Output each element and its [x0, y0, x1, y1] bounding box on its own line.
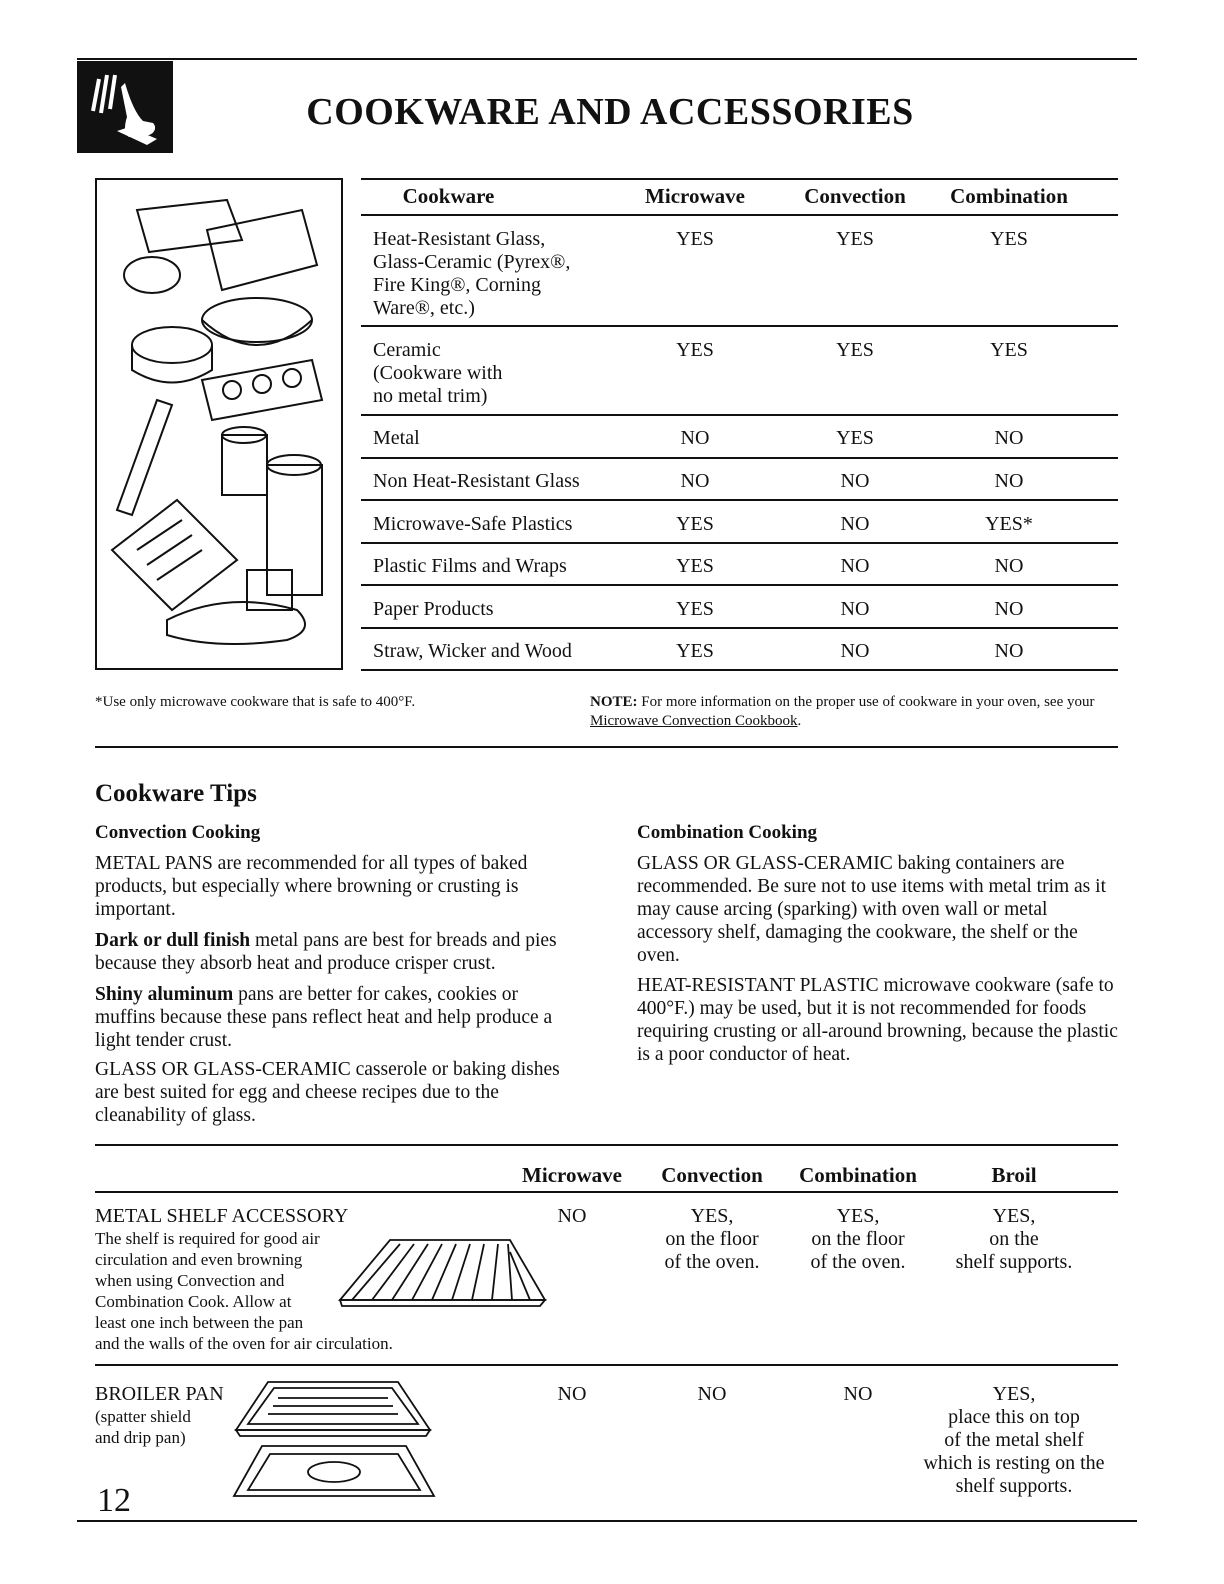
shiny-aluminum-text: pans are better for cakes, cookies or muffins because these pans reflect heat and help produce a light tender crust.	[95, 984, 553, 1051]
hand-icon	[77, 61, 173, 153]
table-cell: NO	[840, 555, 870, 577]
header-rule	[361, 214, 1118, 216]
table-cell: YES	[676, 339, 714, 361]
metal-shelf-name: METAL SHELF ACCESSORY	[95, 1205, 349, 1227]
table-cell: YES	[990, 228, 1028, 250]
acc-header-microwave: Microwave	[522, 1163, 622, 1187]
acc-row-rule	[95, 1364, 1118, 1366]
convection-p2	[95, 929, 580, 975]
metal-shelf-desc: The shelf is required for good air circulation and even browning when using Convection and Combination Cook. Allow at least one inch between the pan and the walls of the oven for air circulation.	[95, 1229, 393, 1353]
row-rule	[361, 325, 1118, 327]
table-cell: NO	[557, 1205, 587, 1227]
table-cell: YES	[676, 598, 714, 620]
row-rule	[361, 457, 1118, 459]
note	[590, 693, 1110, 731]
table-cell: YES	[836, 228, 874, 250]
convection-p4: GLASS OR GLASS-CERAMIC casserole or baking dishes are best suited for egg and cheese recipes due to the cleanability of glass.	[95, 1059, 560, 1126]
table-cell: NO	[843, 1383, 873, 1405]
acc-header-combination: Combination	[799, 1163, 917, 1187]
table-cell: NO	[994, 598, 1024, 620]
table-cell: YES	[676, 640, 714, 662]
note-text: For more information on the proper use of cookware in your oven, see your	[637, 694, 1095, 710]
table-cell: NO	[697, 1383, 727, 1405]
broiler-pan-name: BROILER PAN	[95, 1383, 224, 1405]
bottom-rule	[77, 1520, 1137, 1522]
dark-finish-label: Dark or dull finish	[95, 930, 251, 951]
table-cell: YES, on the shelf supports.	[955, 1205, 1073, 1273]
table-cell: YES	[990, 339, 1028, 361]
table-row: Heat-Resistant Glass, Glass-Ceramic (Pyrex®, Fire King®, Corning Ware®, etc.)	[373, 228, 571, 319]
table-cell: YES	[836, 339, 874, 361]
table-cell: YES	[676, 228, 714, 250]
table-row: Ceramic (Cookware with no metal trim)	[373, 339, 503, 407]
page-number: 12	[97, 1482, 131, 1519]
row-rule	[361, 499, 1118, 501]
cookware-illustration	[95, 178, 343, 670]
shiny-aluminum-label: Shiny aluminum	[95, 984, 234, 1005]
row-rule	[361, 414, 1118, 416]
table-cell: YES, on the floor of the oven.	[664, 1205, 760, 1273]
row-rule	[361, 584, 1118, 586]
section-rule	[95, 746, 1118, 748]
convection-p1: METAL PANS are recommended for all types of baked products, but especially where browning or crusting is important.	[95, 853, 528, 920]
table-cell: NO	[840, 470, 870, 492]
note-label: NOTE:	[590, 694, 638, 710]
metal-shelf-illustration	[330, 1230, 550, 1315]
broiler-pan-desc: (spatter shield and drip pan)	[95, 1407, 191, 1447]
table-cell: NO	[994, 555, 1024, 577]
note-end: .	[797, 713, 802, 729]
table-cell: YES	[676, 555, 714, 577]
table-top-rule	[361, 178, 1118, 180]
table-cell: YES, on the floor of the oven.	[810, 1205, 906, 1273]
broiler-pan-illustration	[228, 1378, 438, 1508]
table-cell: NO	[994, 470, 1024, 492]
acc-header-convection: Convection	[661, 1163, 763, 1187]
top-rule	[77, 58, 1137, 60]
table-bottom-rule	[361, 669, 1118, 671]
acc-top-rule	[95, 1144, 1118, 1146]
cookbook-link[interactable]: Microwave Convection Cookbook	[590, 713, 798, 729]
combination-heading: Combination Cooking	[637, 822, 818, 843]
row-rule	[361, 627, 1118, 629]
convection-heading: Convection Cooking	[95, 822, 261, 843]
table-cell: NO	[840, 598, 870, 620]
table-row: Straw, Wicker and Wood	[373, 640, 572, 662]
header-microwave: Microwave	[645, 184, 745, 208]
table-cell: NO	[840, 513, 870, 535]
header-cookware: Cookware	[402, 184, 495, 208]
table-cell: YES	[676, 513, 714, 535]
convection-p3	[95, 983, 570, 1052]
table-row: Paper Products	[373, 598, 494, 620]
footnote: *Use only microwave cookware that is safe to 400°F.	[95, 694, 416, 710]
acc-header-broil: Broil	[991, 1163, 1037, 1187]
table-cell: NO	[840, 640, 870, 662]
table-cell: NO	[680, 427, 710, 449]
table-row: Metal	[373, 427, 420, 449]
table-row: Plastic Films and Wraps	[373, 555, 567, 577]
combination-p1: GLASS OR GLASS-CERAMIC baking containers are recommended. Be sure not to use items with metal trim as it may cause arcing (sparking) with oven wall or metal accessory shelf, damaging the cookware, the shelf or the oven.	[637, 853, 1106, 966]
table-cell: NO	[557, 1383, 587, 1405]
page-title: COOKWARE AND ACCESSORIES	[306, 91, 914, 133]
table-cell: NO	[680, 470, 710, 492]
table-row: Microwave-Safe Plastics	[373, 513, 573, 535]
header-convection: Convection	[804, 184, 906, 208]
table-cell: YES	[836, 427, 874, 449]
row-rule	[361, 542, 1118, 544]
table-cell: YES, place this on top of the metal shelf which is resting on the shelf supports.	[923, 1383, 1105, 1497]
table-cell: NO	[994, 640, 1024, 662]
dark-finish-text: metal pans are best for breads and pies because they absorb heat and produce crisper crust.	[95, 930, 557, 974]
table-cell: YES*	[985, 513, 1033, 535]
combination-p2: HEAT-RESISTANT PLASTIC microwave cookware (safe to 400°F.) may be used, but it is not recommended for foods requiring crusting or all-around browning, because the plastic is a poor conductor of heat.	[637, 975, 1118, 1065]
acc-header-rule	[95, 1191, 1118, 1193]
table-row: Non Heat-Resistant Glass	[373, 470, 580, 492]
table-cell: NO	[994, 427, 1024, 449]
tips-heading: Cookware Tips	[95, 780, 257, 807]
header-combination: Combination	[950, 184, 1068, 208]
